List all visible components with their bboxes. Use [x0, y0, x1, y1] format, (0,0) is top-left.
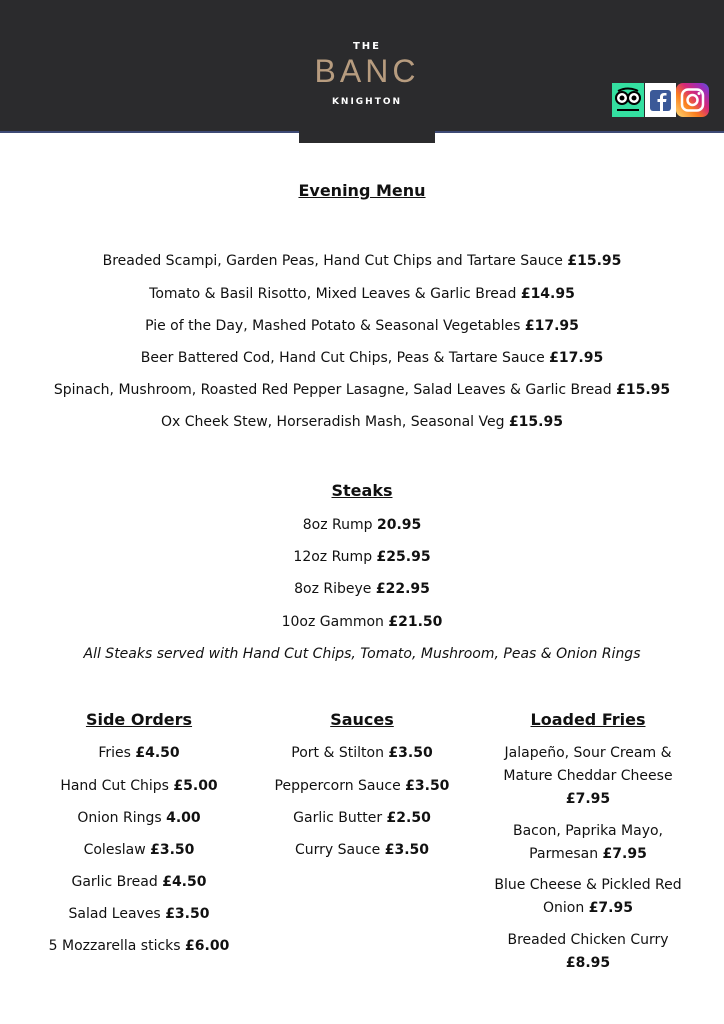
side-item: Hand Cut Chips £5.00 — [60, 778, 218, 794]
loaded-item-price: £8.95 — [565, 955, 611, 971]
loaded-item-price: £7.95 — [565, 791, 611, 807]
loaded-item-line: Jalapeño, Sour Cream & — [504, 745, 672, 761]
logo-banc: BANC — [314, 53, 420, 89]
loaded-item-line: Parmesan £7.95 — [529, 846, 647, 862]
sauce-item: Port & Stilton £3.50 — [291, 745, 433, 761]
menu-title: Evening Menu — [298, 181, 426, 200]
steak-item: 12oz Rump £25.95 — [293, 549, 431, 565]
side-item: Coleslaw £3.50 — [83, 842, 195, 858]
sauces-title: Sauces — [330, 710, 394, 729]
loaded-item-line: Onion £7.95 — [543, 900, 633, 916]
side-item: Fries £4.50 — [98, 745, 180, 761]
sauce-item: Peppercorn Sauce £3.50 — [274, 778, 450, 794]
side-orders-title: Side Orders — [85, 710, 193, 729]
main-item: Tomato & Basil Risotto, Mixed Leaves & Garlic Bread £14.95 — [149, 286, 575, 302]
sauce-item: Garlic Butter £2.50 — [293, 810, 431, 826]
steaks-note: All Steaks served with Hand Cut Chips, Tomato, Mushroom, Peas & Onion Rings — [83, 646, 641, 662]
main-item: Pie of the Day, Mashed Potato & Seasonal Vegetables £17.95 — [145, 318, 579, 334]
loaded-item-line: Blue Cheese & Pickled Red — [494, 877, 682, 893]
side-item: Salad Leaves £3.50 — [68, 906, 210, 922]
side-item: Onion Rings 4.00 — [77, 810, 201, 826]
steaks-title: Steaks — [331, 481, 393, 500]
side-item: 5 Mozzarella sticks £6.00 — [48, 938, 230, 954]
loaded-item-line: Bacon, Paprika Mayo, — [513, 823, 663, 839]
main-item: Spinach, Mushroom, Roasted Red Pepper Lasagne, Salad Leaves & Garlic Bread £15.95 — [53, 382, 671, 398]
side-item: Garlic Bread £4.50 — [71, 874, 207, 890]
steak-item: 8oz Ribeye £22.95 — [294, 581, 430, 597]
logo-the: THE — [352, 41, 382, 52]
steak-item: 8oz Rump 20.95 — [302, 517, 422, 533]
sauces-column — [262, 0, 462, 1024]
logo-knighton: KNIGHTON — [331, 97, 403, 107]
steak-item: 10oz Gammon £21.50 — [281, 614, 443, 630]
loaded-fries-column — [482, 0, 694, 1024]
sauce-item: Curry Sauce £3.50 — [294, 842, 430, 858]
main-item: Ox Cheek Stew, Horseradish Mash, Seasonal Veg £15.95 — [161, 414, 563, 430]
main-item: Beer Battered Cod, Hand Cut Chips, Peas & Tartare Sauce £17.95 — [140, 350, 604, 366]
loaded-fries-title: Loaded Fries — [530, 710, 646, 729]
loaded-item-line: Mature Cheddar Cheese — [503, 768, 673, 784]
side-orders-column — [30, 0, 248, 1024]
main-item: Breaded Scampi, Garden Peas, Hand Cut Chips and Tartare Sauce £15.95 — [102, 253, 622, 269]
loaded-item-line: Breaded Chicken Curry — [507, 932, 669, 948]
